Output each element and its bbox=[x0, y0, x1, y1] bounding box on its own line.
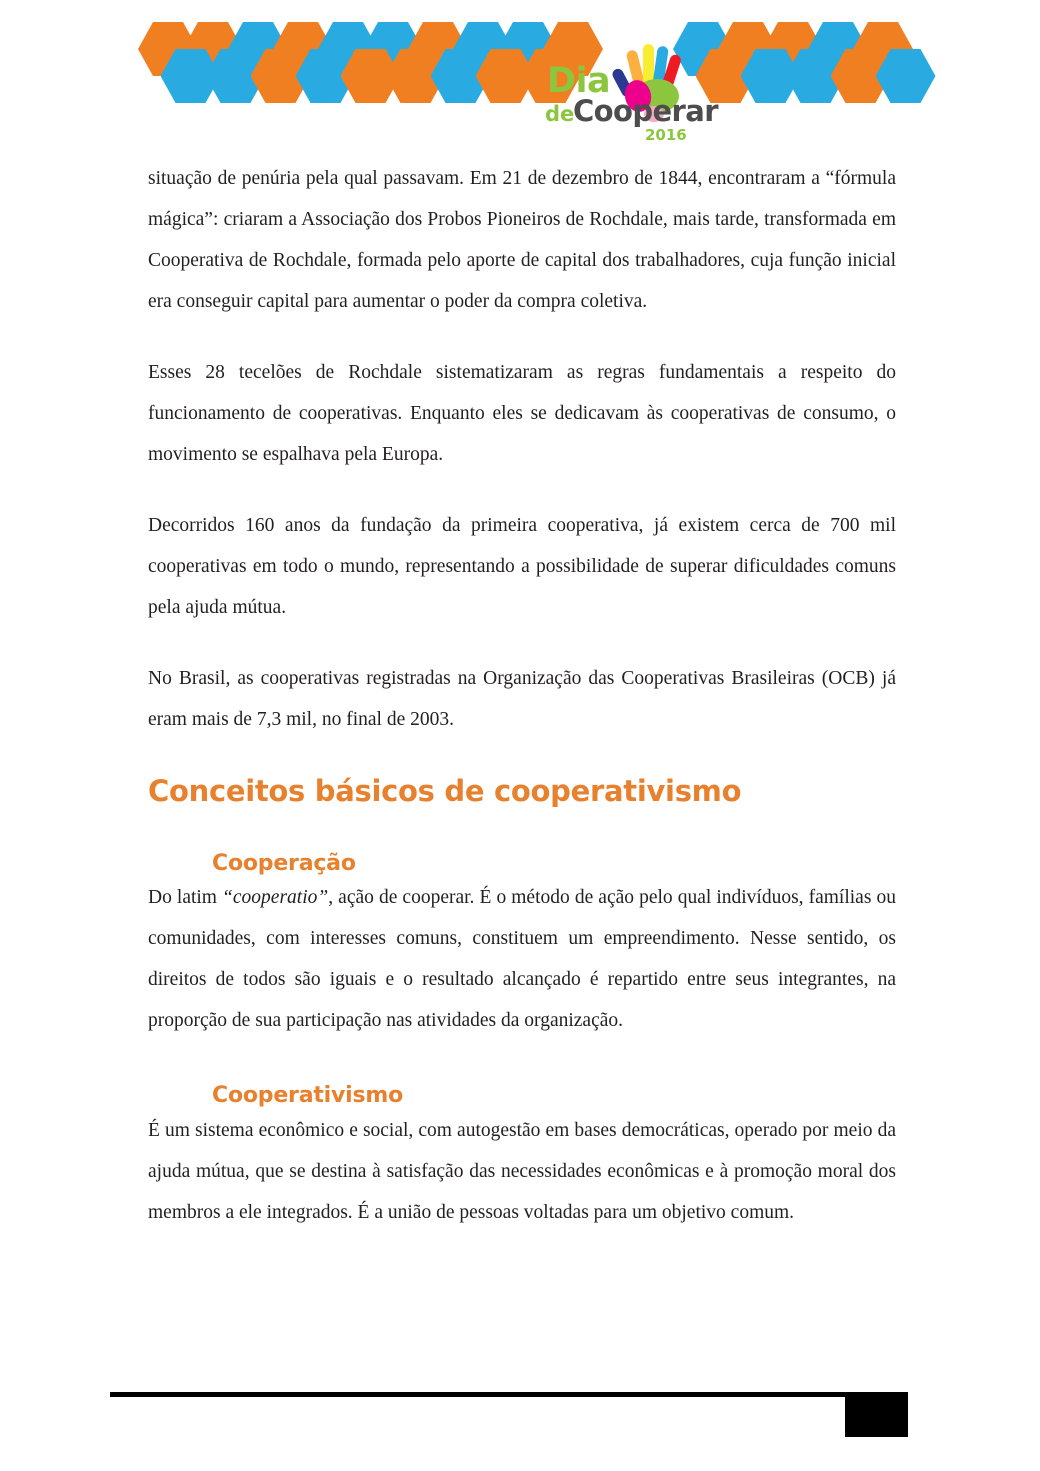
section-heading-conceitos-basicos: Conceitos básicos de cooperativismo bbox=[148, 774, 742, 808]
subsection-heading-cooperacao: Cooperação bbox=[212, 850, 356, 876]
paragraph-brasil-ocb: No Brasil, as cooperativas registradas na Organização das Cooperativas Brasileiras (OCB) já eram mais de 7,3 mil, no final de 2003. bbox=[148, 668, 896, 730]
subsection-heading-cooperativismo: Cooperativismo bbox=[212, 1083, 404, 1109]
cooperacao-rest-text: , ação de cooperar. É o método de ação pelo qual indivíduos, famílias ou comunidades, com interesses comuns, constituem um empreendimento. Nesse sentido, os direitos de todos são iguais e o resultado alcançado é repartido entre seus integrantes, na proporção de sua participação nas atividades da organização. bbox=[148, 887, 896, 1032]
paragraph-tecelaes-regras: Esses 28 tecelões de Rochdale sistematizaram as regras fundamentais a respeito do funcionamento de cooperativas. Enquanto eles se dedicavam às cooperativas de consumo, o movimento se espalhava pela Europa. bbox=[148, 362, 896, 465]
logo-text-cooperar: Cooperar bbox=[573, 94, 718, 128]
logo-text-year: 2016 bbox=[645, 126, 687, 144]
logo-text-dia: Dia bbox=[547, 61, 611, 101]
dia-de-cooperar-logo bbox=[540, 42, 718, 152]
paragraph-cooperacao-body bbox=[148, 877, 896, 1041]
footer-divider-rule bbox=[110, 1392, 862, 1397]
paragraph-rochdale-origin: situação de penúria pela qual passavam. Em 21 de dezembro de 1844, encontraram a “fórmula mágica”: criaram a Associação dos Probos Pioneiros de Rochdale, mais tarde, transformada em Cooperativa de Rochdale, formada pelo aporte de capital dos trabalhadores, cuja função inicial era conseguir capital para aumentar o poder da compra coletiva. bbox=[148, 168, 896, 312]
page-header-banner bbox=[0, 0, 1040, 160]
logo-text-de: de bbox=[545, 102, 575, 126]
cooperacao-italic-term: “cooperatio” bbox=[222, 887, 329, 909]
document-content bbox=[148, 158, 896, 1233]
cooperacao-lead-text: Do latim bbox=[148, 887, 223, 909]
paragraph-cooperativismo-body: É um sistema econômico e social, com autogestão em bases democráticas, operado por meio da ajuda mútua, que se destina à satisfação das necessidades econômicas e à promoção moral dos membros a ele integrados. É a união de pessoas voltadas para um objetivo comum. bbox=[148, 1119, 896, 1223]
paragraph-160-anos: Decorridos 160 anos da fundação da primeira cooperativa, já existem cerca de 700 mil cooperativas em todo o mundo, representando a possibilidade de superar dificuldades comuns pela ajuda mútua. bbox=[148, 515, 896, 618]
footer-black-block bbox=[845, 1392, 908, 1437]
